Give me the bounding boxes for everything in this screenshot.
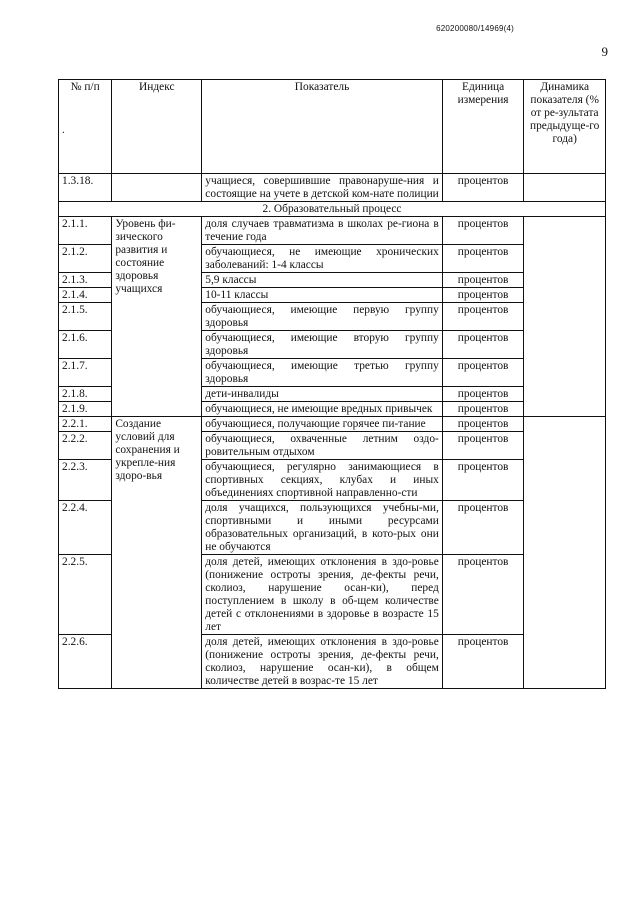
row-unit: процентов: [442, 217, 524, 245]
row-indicator: обучающиеся, охваченные летним оздо-ровительным отдыхом: [202, 432, 443, 460]
row-num: 2.2.2.: [59, 432, 112, 460]
group-index-physical-development: Уровень фи-зического развития и состояние здоровья учащихся: [112, 217, 202, 417]
header-indicator: Показатель: [202, 80, 443, 174]
group-dynamics: [524, 217, 606, 417]
row-index: [112, 174, 202, 202]
row-indicator: обучающиеся, имеющие третью группу здоровья: [202, 359, 443, 387]
row-num: 2.1.8.: [59, 387, 112, 402]
table-row: [59, 417, 606, 432]
page-number: 9: [601, 44, 608, 59]
row-num: 2.2.6.: [59, 635, 112, 689]
row-indicator: обучающиеся, не имеющие хронических заболеваний: 1-4 классы: [202, 245, 443, 273]
table-row: [59, 217, 606, 245]
row-indicator: обучающиеся, получающие горячее пи-тание: [202, 417, 443, 432]
row-unit: процентов: [442, 432, 524, 460]
row-num: 2.1.1.: [59, 217, 112, 245]
row-indicator: доля детей, имеющих отклонения в здо-ровье (понижение остроты зрения, де-фекты речи, сколиоз, нарушение осан-ки), в общем количестве детей в возрас-те 15 лет: [202, 635, 443, 689]
row-unit: процентов: [442, 331, 524, 359]
header-index: Индекс: [112, 80, 202, 174]
row-unit: процентов: [442, 635, 524, 689]
table-row: [59, 174, 606, 202]
row-unit: процентов: [442, 402, 524, 417]
group-dynamics: [524, 417, 606, 689]
group-index-health-conditions: Создание условий для сохранения и укрепле-ния здоро-вья: [112, 417, 202, 689]
row-indicator: обучающиеся, имеющие первую группу здоровья: [202, 303, 443, 331]
row-unit: процентов: [442, 288, 524, 303]
row-indicator: 10-11 классы: [202, 288, 443, 303]
row-unit: процентов: [442, 417, 524, 432]
row-num: 2.2.4.: [59, 501, 112, 555]
document-code: 620200080/14969(4): [436, 24, 514, 33]
row-num: 2.1.9.: [59, 402, 112, 417]
header-num-dot: .: [62, 124, 65, 136]
row-unit: процентов: [442, 245, 524, 273]
row-num: 2.1.2.: [59, 245, 112, 273]
row-num: 2.1.4.: [59, 288, 112, 303]
section-title: 2. Образовательный процесс: [59, 202, 606, 217]
row-indicator: обучающиеся, не имеющие вредных привычек: [202, 402, 443, 417]
row-num: 2.1.3.: [59, 273, 112, 288]
row-unit: процентов: [442, 359, 524, 387]
row-indicator: дети-инвалиды: [202, 387, 443, 402]
header-unit: Единица измерения: [442, 80, 524, 174]
row-indicator: обучающиеся, регулярно занимающиеся в спортивных секциях, клубах и иных объединениях спортивной направленно-сти: [202, 460, 443, 501]
row-num: 2.1.5.: [59, 303, 112, 331]
row-unit: процентов: [442, 460, 524, 501]
row-num: 2.1.6.: [59, 331, 112, 359]
row-num: 2.1.7.: [59, 359, 112, 387]
row-indicator: доля учащихся, пользующихся учебны-ми, спортивными и иными ресурсами образовательных организаций, в кото-рых они не обучаются: [202, 501, 443, 555]
header-num: [59, 80, 112, 174]
row-indicator: 5,9 классы: [202, 273, 443, 288]
row-num: 2.2.5.: [59, 555, 112, 635]
header-num-label: № п/п: [70, 81, 100, 93]
row-unit: процентов: [442, 273, 524, 288]
header-dynamics: Динамика показателя (% от ре-зультата предыдуще-го года): [524, 80, 606, 174]
row-unit: процентов: [442, 174, 524, 202]
row-unit: процентов: [442, 501, 524, 555]
row-dynamics: [524, 174, 606, 202]
row-indicator: доля детей, имеющих отклонения в здо-ровье (понижение остроты зрения, де-фекты речи, сколиоз, нарушение осан-ки), перед поступлением в школу в об-щем количестве детей с отклонениями в здоровье в возрасте 15 лет: [202, 555, 443, 635]
row-unit: процентов: [442, 303, 524, 331]
row-unit: процентов: [442, 387, 524, 402]
table-header-row: [59, 80, 606, 174]
row-num: 1.3.18.: [59, 174, 112, 202]
row-num: 2.2.3.: [59, 460, 112, 501]
row-unit: процентов: [442, 555, 524, 635]
row-num: 2.2.1.: [59, 417, 112, 432]
section-row: [59, 202, 606, 217]
row-indicator: доля случаев травматизма в школах ре-гиона в течение года: [202, 217, 443, 245]
row-indicator: учащиеся, совершившие правонаруше-ния и состоящие на учете в детской ком-нате полиции: [202, 174, 443, 202]
indicators-table: [58, 79, 606, 689]
row-indicator: обучающиеся, имеющие вторую группу здоровья: [202, 331, 443, 359]
